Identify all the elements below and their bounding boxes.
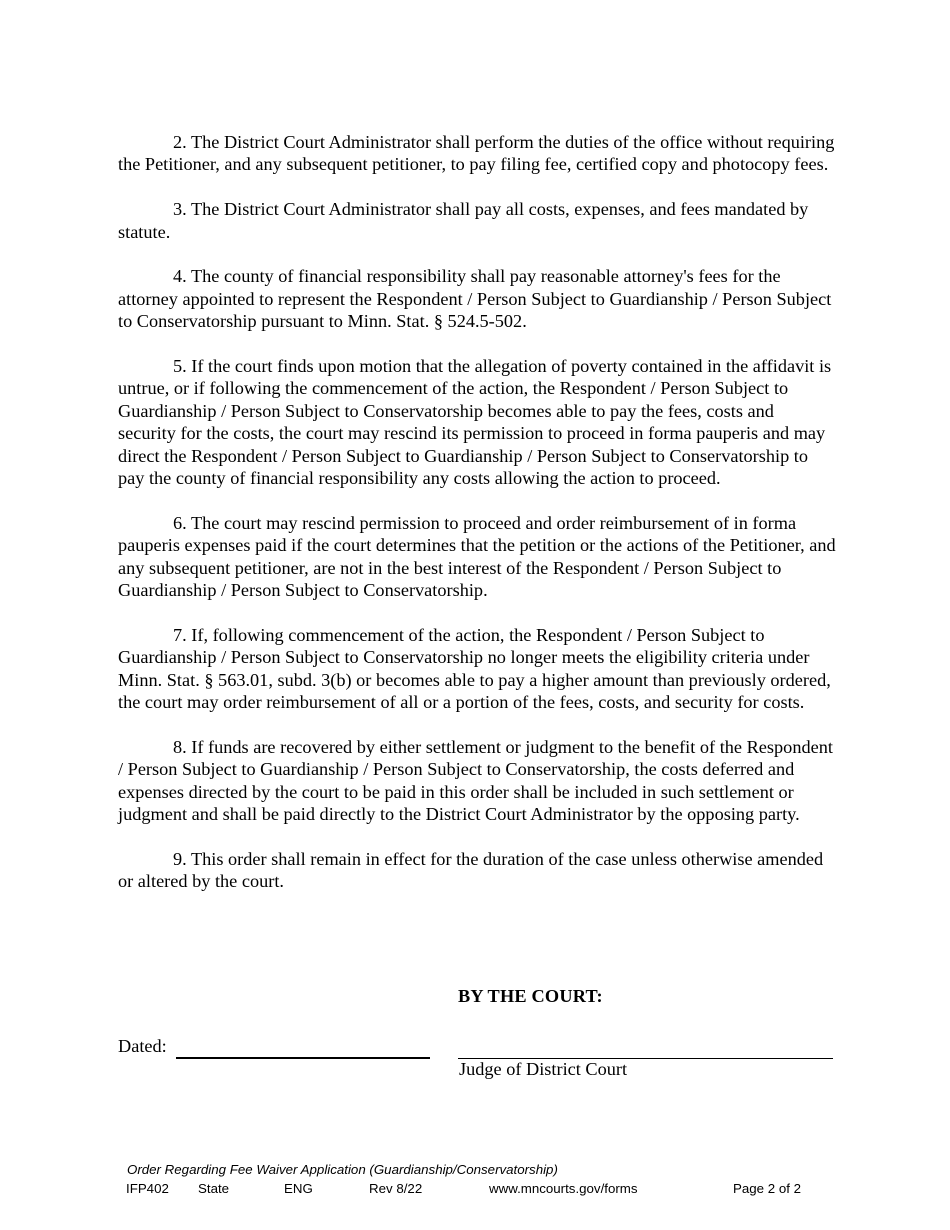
paragraph-7: 7. If, following commencement of the action, the Respondent / Person Subject to Guardianship / Person Subject to Conservatorship no longer meets the eligibility criteria under Minn. Stat. § 563.01, subd. 3(b) or becomes able to pay a higher amount than previously ordered, the court may order reimbursement of all or a portion of the fees, costs, and security for costs. bbox=[118, 624, 831, 713]
footer-page-number: Page 2 of 2 bbox=[733, 1181, 802, 1196]
paragraph-2: 2. The District Court Administrator shall perform the duties of the office without requiring the Petitioner, and any subsequent petitioner, to pay filing fee, certified copy and photocopy fees. bbox=[118, 132, 835, 175]
footer-jurisdiction: State bbox=[198, 1181, 230, 1196]
footer-form-title: Order Regarding Fee Waiver Application (Guardianship/Conservatorship) bbox=[127, 1162, 558, 1177]
footer-language: ENG bbox=[284, 1181, 313, 1196]
footer-form-code: IFP402 bbox=[126, 1181, 169, 1196]
footer-forms-link[interactable]: www.mncourts.gov/forms bbox=[489, 1181, 638, 1196]
paragraph-3: 3. The District Court Administrator shall pay all costs, expenses, and fees mandated by statute. bbox=[118, 199, 809, 242]
dated-label: Dated: bbox=[118, 1036, 167, 1056]
order-body bbox=[118, 131, 836, 893]
by-the-court-heading: BY THE COURT: bbox=[458, 986, 603, 1006]
paragraph-8: 8. If funds are recovered by either settlement or judgment to the benefit of the Respondent / Person Subject to Guardianship / Person Subject to Conservatorship, the costs deferred and expenses directed by the court to be paid in this order shall be included in such settlement or judgment and shall be paid directly to the District Court Administrator by the opposing party. bbox=[118, 736, 833, 825]
paragraph-6: 6. The court may rescind permission to proceed and order reimbursement of in forma pauperis expenses paid if the court determines that the petition or the actions of the Petitioner, and any subsequent petitioner, are not in the best interest of the Respondent / Person Subject to Guardianship / Person Subject to Conservatorship. bbox=[118, 512, 836, 601]
paragraph-9: 9. This order shall remain in effect for the duration of the case unless otherwise amended or altered by the court. bbox=[118, 848, 824, 892]
paragraph-5: 5. If the court finds upon motion that the allegation of poverty contained in the affidavit is untrue, or if following the commencement of the action, the Respondent / Person Subject to Guardianship / Person Subject to Conservatorship becomes able to pay the fees, costs and security for the costs, the court may rescind its permission to proceed in forma pauperis and may direct the Respondent / Person Subject to Guardianship / Person Subject to Conservatorship to pay the county of financial responsibility any costs allowing the action to proceed. bbox=[118, 356, 832, 489]
judge-label: Judge of District Court bbox=[459, 1059, 628, 1079]
footer-revision: Rev 8/22 bbox=[369, 1181, 423, 1196]
paragraph-4: 4. The county of financial responsibility shall pay reasonable attorney's fees for the attorney appointed to represent the Respondent / Person Subject to Guardianship / Person Subject to Conservatorship pursuant to Minn. Stat. § 524.5-502. bbox=[118, 266, 832, 332]
dated-signature-line[interactable] bbox=[176, 1057, 430, 1059]
